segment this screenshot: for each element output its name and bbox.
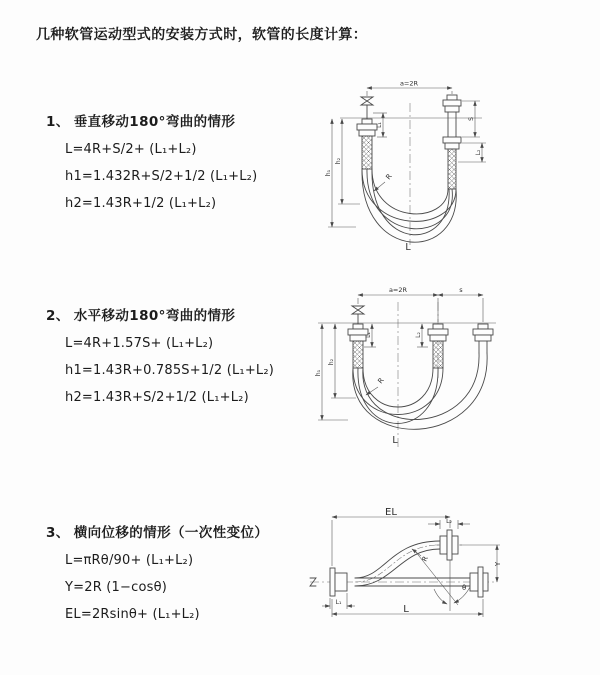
braided-hose-section (353, 341, 363, 368)
diagram-horizontal-180-bend (310, 280, 600, 462)
middle-pipe-assembly (428, 324, 448, 368)
section-2-number: 2、 (46, 308, 70, 324)
dimension-label-h1: h₁ (325, 169, 332, 177)
angle-label: θ (462, 584, 467, 592)
formula-y: Y=2R (1−cosθ) (65, 580, 168, 595)
length-label: L (392, 435, 398, 446)
section-3-number: 3、 (46, 525, 70, 541)
dimension-label-l1: L₁ (376, 122, 383, 128)
formula-h1: h1=1.432R+S/2+1/2 (L₁+L₂) (65, 169, 258, 184)
formula-h1: h1=1.43R+0.785S+1/2 (L₁+L₂) (65, 363, 275, 378)
dimension-label-el: EL (385, 507, 397, 518)
length-label: L (405, 242, 411, 253)
dimension-h2 (335, 119, 360, 204)
dimension-label-l1: L₁ (335, 599, 342, 606)
valve-icon (352, 306, 364, 314)
section-1-heading (46, 110, 321, 130)
formula-el: EL=2Rsinθ+ (L₁+L₂) (65, 607, 200, 622)
radius-callout (412, 549, 430, 563)
dimension-s (462, 101, 480, 137)
radius-label: R (384, 172, 394, 182)
left-pipe-assembly (357, 97, 377, 169)
dimension-label-y: Y (494, 561, 502, 567)
section-3-heading (46, 521, 321, 541)
section-2-title: 水平移动180°弯曲的情形 (73, 308, 236, 324)
hose-arcs (353, 353, 487, 429)
dimension-s (438, 286, 483, 322)
formula-h2: h2=1.43R+S/2+1/2 (L₁+L₂) (65, 390, 249, 405)
section-lateral-displacement (46, 521, 321, 622)
section-1-number: 1、 (46, 114, 70, 130)
dimension-l2 (415, 324, 428, 347)
hose-arcs (362, 169, 456, 242)
formula-length: L=4R+S/2+ (L₁+L₂) (65, 142, 197, 157)
upper-flange (435, 530, 462, 560)
dimension-label-h2: h₂ (328, 358, 335, 366)
dimension-label-a2r: a=2R (388, 286, 408, 294)
dimension-label-l2: L₂ (475, 149, 482, 156)
dimension-a2r (367, 80, 452, 97)
dimension-label-l2: L₂ (446, 518, 452, 525)
right-pipe-assembly (473, 324, 493, 353)
radius-label: R (420, 555, 430, 563)
right-pipe-assembly (443, 95, 461, 189)
dimension-l1 (322, 593, 355, 609)
dimension-h1 (325, 119, 356, 227)
section-vertical-movement (46, 110, 321, 211)
dimension-label-s: s (459, 286, 463, 294)
section-2-heading (46, 304, 321, 324)
dimension-label-l2: L₂ (415, 332, 422, 338)
radius-callout (374, 172, 394, 191)
dimension-label-l: L (403, 604, 409, 615)
dimension-l2 (428, 518, 470, 529)
section-3-title: 横向位移的情形（一次性变位） (73, 525, 269, 541)
dimension-l (332, 599, 483, 617)
left-flange (330, 568, 347, 596)
formula-length: L=πRθ/90+ (L₁+L₂) (65, 553, 194, 568)
section-1-title: 垂直移动180°弯曲的情形 (73, 114, 236, 130)
dimension-h1 (315, 324, 348, 420)
dimension-l2 (458, 143, 486, 162)
dimension-label-h1: h₁ (315, 369, 322, 377)
centerlines (318, 302, 496, 448)
dimension-label-h2: h₂ (335, 157, 342, 165)
valve-icon (361, 97, 373, 105)
braided-hose-section (362, 136, 372, 169)
formula-length: L=4R+1.57S+ (L₁+L₂) (65, 336, 214, 351)
braided-hose-section (448, 149, 456, 189)
diagram-vertical-180-bend (310, 75, 600, 257)
formula-h2: h2=1.43R+1/2 (L₁+L₂) (65, 196, 217, 211)
section-horizontal-movement (46, 304, 321, 405)
radius-callout (366, 376, 386, 395)
dimension-el (332, 507, 450, 566)
dimension-label-l1: L₁ (365, 332, 372, 338)
dimension-l1 (364, 324, 376, 347)
dimension-label-s: S (468, 117, 475, 121)
dimension-label-a2r: a=2R (399, 79, 419, 88)
page-title: 几种软管运动型式的安装方式时，软管的长度计算： (36, 27, 368, 43)
radius-label: R (376, 376, 386, 386)
diagram-lateral-displacement (300, 503, 600, 648)
braided-hose-section (433, 341, 443, 368)
